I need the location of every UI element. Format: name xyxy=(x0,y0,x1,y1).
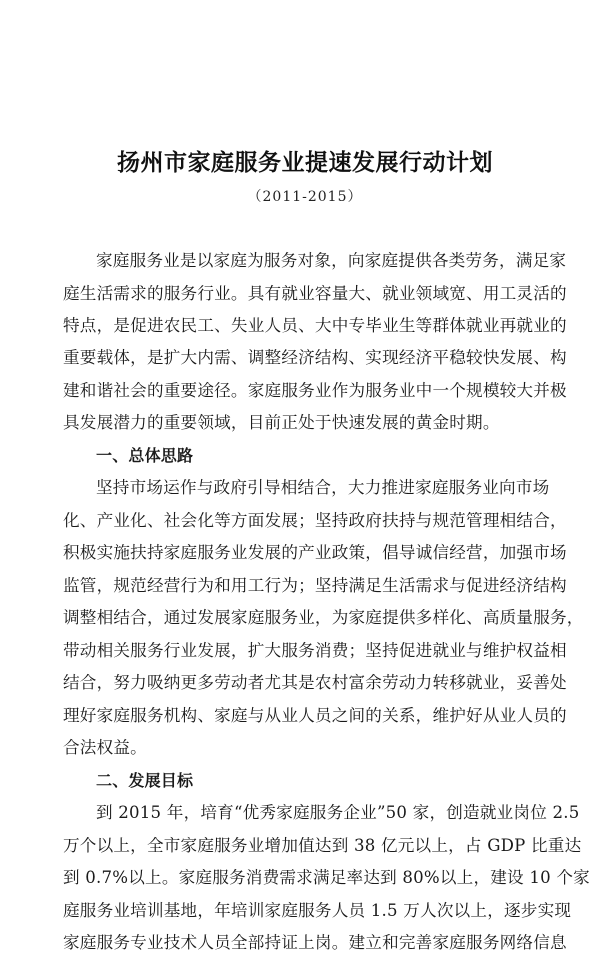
section-heading: 二、发展目标 xyxy=(96,771,194,790)
body-line: 监管，规范经营行为和用工行为；坚持满足生活需求与促进经济结构 xyxy=(63,576,567,595)
body-line: 化、产业化、社会化等方面发展；坚持政府扶持与规范管理相结合， xyxy=(63,511,567,530)
body-line: 重要载体，是扩大内需、调整经济结构、实现经济平稳较快发展、构 xyxy=(63,348,567,367)
body-line: 特点，是促进农民工、失业人员、大中专毕业生等群体就业再就业的 xyxy=(63,316,567,335)
document-title: 扬州市家庭服务业提速发展行动计划 xyxy=(117,149,493,176)
section-heading: 一、总体思路 xyxy=(96,446,194,465)
body-line: 合法权益。 xyxy=(63,738,147,757)
body-line: 结合，努力吸纳更多劳动者尤其是农村富余劳动力转移就业，妥善处 xyxy=(63,673,567,692)
body-line: 坚持市场运作与政府引导相结合，大力推进家庭服务业向市场 xyxy=(96,478,550,497)
body-line: 理好家庭服务机构、家庭与从业人员之间的关系，维护好从业人员的 xyxy=(63,706,567,725)
body-line: 庭生活需求的服务行业。具有就业容量大、就业领域宽、用工灵活的 xyxy=(63,284,567,303)
body-line: 积极实施扶持家庭服务业发展的产业政策，倡导诚信经营，加强市场 xyxy=(63,543,567,562)
document-subtitle: （2011-2015） xyxy=(247,189,363,205)
body-line: 庭服务业培训基地，年培训家庭服务人员 1.5 万人次以上，逐步实现 xyxy=(63,901,572,920)
body-line: 万个以上，全市家庭服务业增加值达到 38 亿元以上，占 GDP 比重达 xyxy=(63,836,582,855)
body-line: 到 2015 年，培育“优秀家庭服务企业”50 家，创造就业岗位 2.5 xyxy=(96,803,580,822)
body-line: 调整相结合，通过发展家庭服务业，为家庭提供多样化、高质量服务， xyxy=(63,608,584,627)
body-line: 家庭服务业是以家庭为服务对象，向家庭提供各类劳务，满足家 xyxy=(96,251,567,270)
body-line: 建和谐社会的重要途径。家庭服务业作为服务业中一个规模较大并极 xyxy=(63,381,567,400)
body-line: 到 0.7%以上。家庭服务消费需求满足率达到 80%以上，建设 10 个家 xyxy=(63,868,590,887)
body-line: 具发展潜力的重要领域，目前正处于快速发展的黄金时期。 xyxy=(63,413,500,432)
body-line: 家庭服务专业技术人员全部持证上岗。建立和完善家庭服务网络信息 xyxy=(63,933,567,952)
body-line: 带动相关服务行业发展，扩大服务消费；坚持促进就业与维护权益相 xyxy=(63,641,567,660)
